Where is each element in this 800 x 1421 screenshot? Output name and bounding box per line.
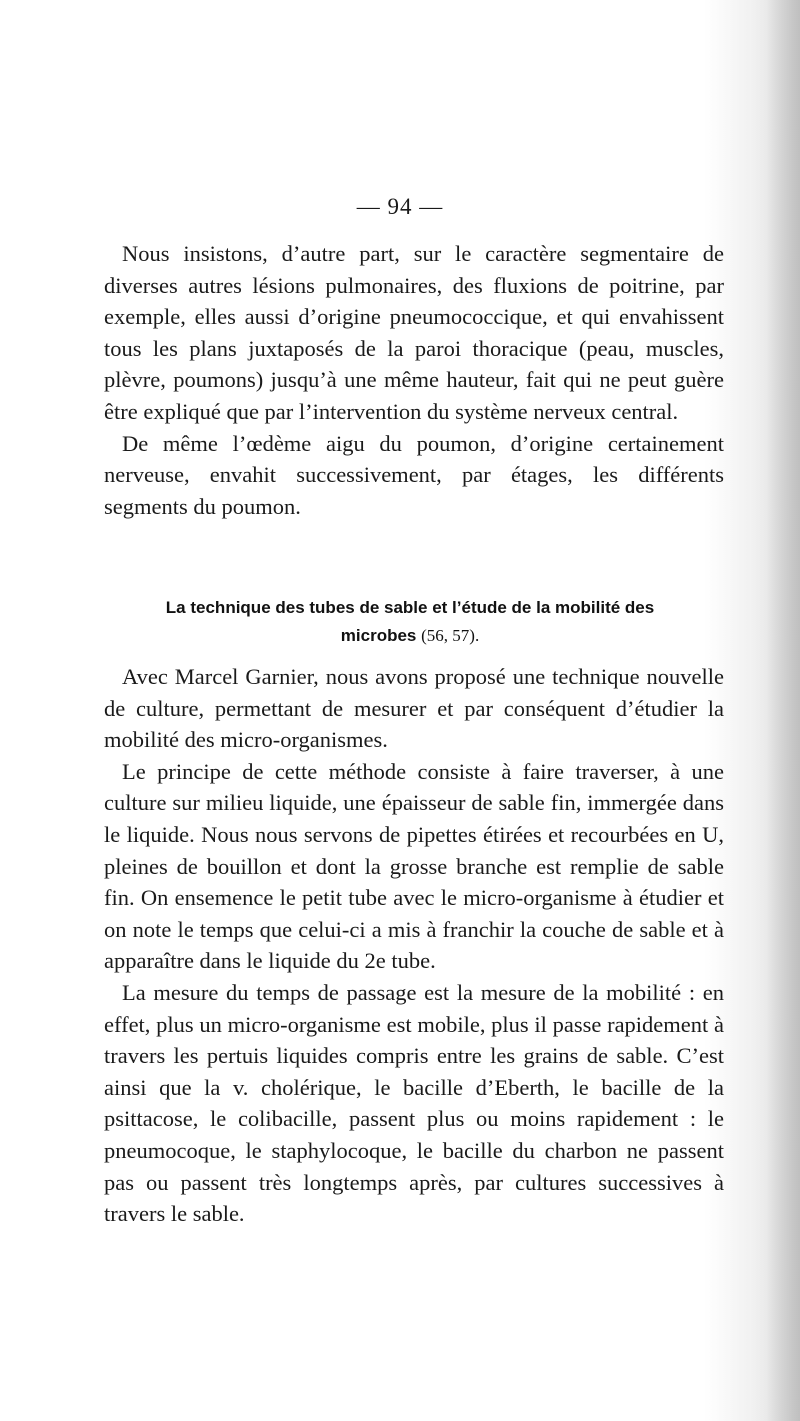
paragraph: Le principe de cette méthode consiste à faire traverser, à une culture sur milieu liquide, une épaisseur de sable fin, immergée dans le liquide. Nous nous servons de pipettes étirées et recourbées en U, pleines de bouillon et dont la grosse branche est remplie de sable fin. On ensemence le petit tube avec le micro-organisme à étudier et on note le temps que celui-ci a mis à franchir la couche de sable et à apparaître dans le liquide du 2e tube. bbox=[104, 758, 724, 974]
paragraph: Nous insistons, d’autre part, sur le caractère segmentaire de diverses autres lésions pulmonaires, des fluxions de poitrine, par exemple, elles aussi d’origine pneumococcique, et qui envahissent tous les plans juxtaposés de la paroi thoracique (peau, muscles, plèvre, poumons) jusqu’à une même hauteur, fait qui ne peut guère être expliqué que par l’intervention du système nerveux central. bbox=[104, 241, 724, 424]
section-heading-refs: (56, 57). bbox=[421, 626, 480, 645]
text-block-bottom bbox=[104, 661, 724, 1230]
paragraph: Avec Marcel Garnier, nous avons proposé une technique nouvelle de culture, permettant de mesurer et par conséquent d’étudier la mobilité des micro-organismes. bbox=[104, 664, 724, 753]
page-number: — 94 — bbox=[356, 194, 444, 219]
section-heading-title: La technique des tubes de sable et l’étude de la mobilité des microbes bbox=[165, 598, 655, 645]
paragraph: De même l’œdème aigu du poumon, d’origine certainement nerveuse, envahit successivement, par étages, les différents segments du poumon. bbox=[104, 430, 724, 519]
section-heading bbox=[130, 594, 690, 650]
paragraph: La mesure du temps de passage est la mesure de la mobilité : en effet, plus un micro-organisme est mobile, plus il passe rapidement à travers les pertuis liquides compris entre les grains de sable. C’est ainsi que la v. cholérique, le bacille d’Eberth, le bacille de la psittacose, le colibacille, passent plus ou moins rapidement : le pneumocoque, le staphylocoque, le bacille du charbon ne passent pas ou passent très longtemps après, par cultures successives à travers le sable. bbox=[104, 979, 724, 1227]
text-block-top bbox=[104, 238, 724, 522]
